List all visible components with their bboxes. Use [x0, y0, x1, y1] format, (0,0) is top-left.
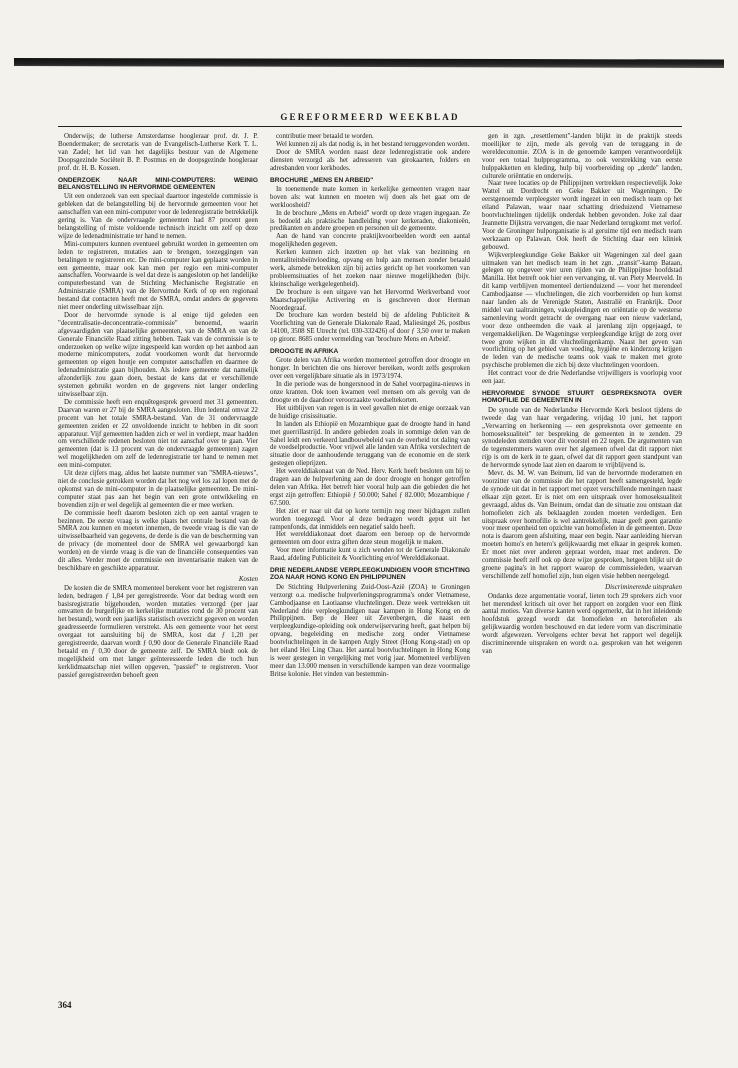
section-heading: DROOGTE IN AFRIKA: [270, 348, 339, 356]
paragraph: Voor meer informatie kunt u zich wenden tot de Generale Diakonale Raad, afdeling Publiciteit & Voorlichting en/of Werelddiakonaat.: [270, 547, 470, 563]
paragraph: De Stichting Hulpverlening Zuid-Oost-Azië (ZOA) te Groningen verzorgt o.a. medische hulpverleningsprogramma's onder Vietnamese, Cambodjaanse en Laotiaanse vluchtelingen. Deze week vertrekken uit Nederland drie verpleegkundigen naar kampen in Hong Kong en de Philippijnen. Bep de Heer uit Zevenbergen, die naast een verpleegkundige-opleiding ook onderwijservaring heeft, gaat helpen bij opvang, begeleiding en medische zorg onder Vietnamese bootvluchtelingen in de kampen Argly Street (Hong Kong-stad) en op het eiland Hei Ling Chau. Het aantal bootvluchtelingen in Hong Kong is weer gestegen in vergelijking met vorig jaar. Momenteel verblijven meer dan 13.000 mensen in verschillende kampen van deze voormalige Britse kolonie. Het vinden van bestemmin-: [270, 583, 470, 678]
paragraph: Kerken kunnen zich inzetten op het vlak van bezinning en mentaliteitsbeïnvloeding, opvang en hulp aan mensen zonder betaald werk, alsmede betrekken zijn bij acties gericht op het voorkomen van probleemsituaties of het zoeken naar nieuwe mogelijkheden (bijv. kleinschalige werkgelegenheid).: [270, 249, 470, 288]
paragraph: Het werelddiakonaat doet daarom een beroep op de hervormde gemeenten om door extra giften deze steun mogelijk te maken.: [270, 531, 470, 547]
paragraph: Wel kunnen zij als dat nodig is, in het bestand teruggevonden worden.: [276, 140, 470, 148]
subheading: Discriminerende uitspraken: [605, 583, 682, 591]
masthead: GEREFORMEERD WEEKBLAD: [280, 112, 460, 122]
paragraph: Door de hervormde synode is al enige tijd geleden een "decentralisatie-deconcentratie-commissie" benoemd, waarin afgevaardigden van plaatselijke gemeenten, van de SMRA en van de Generale Financiële Raad zitting hebben. Taak van de commissie is te onderzoeken op welke wijze ingespeeld kan worden op het aanbod aan moderne minicomputers, zodat voorkomen wordt dat hervormde gemeenten op eigen houtje een computer aanschaffen en daarmee de ledenadministratie gaan bijhouden. Als iedere gemeente dat namelijk afzonderlijk zou gaan doen, bestaat de kans dat er verschillende systemen gebruikt worden en de gegevens niet langer onderling uitwisselbaar zijn.: [58, 311, 258, 398]
page-number: 364: [58, 1000, 72, 1010]
scan-edge-bar: [14, 58, 724, 68]
paragraph: Naar twee locaties op de Philippijnen vertrekken respectievelijk Joke Wattel uit Dordrecht en Geke Bakker uit Wageningen. De eerstgenoemde verpleegster wordt ingezet in een medisch team op het eiland Palawan, waar naar schatting drieduizend Vietnamese bootvluchtelingen tijdelijk onderdak hebben gevonden. Joke zal daar Jeannette Dijkstra vervangen, die naar Nederland terugkomt met verlof. Voor de Groninger hulporganisatie is al geruime tijd een medisch team werkzaam op Palawan. Ook heeft de Stichting daar een kliniek gebouwd.: [482, 180, 682, 251]
paragraph: Door de SMRA worden naast deze ledenregistratie ook andere diensten verzorgd als het adresseren van girokaarten, folders en adresbanden voor kerkbodes.: [270, 148, 470, 172]
paragraph: contributie meer betaald te worden.: [276, 133, 374, 140]
paragraph: In de brochure „Mens en Arbeid" wordt op deze vragen ingegaan. Ze is bedoeld als praktische handleiding voor kerkeraden, diakonieën, predikanten en andere groepen en personen uit de gemeente.: [270, 209, 470, 233]
paragraph: De kosten die de SMRA momenteel berekent voor het registreren van leden, bedragen ƒ 1,84 per geregistreerde. Voor dat bedrag wordt een basisregistratie bijgehouden, worden mutaties verzorgd (per jaar omvatten de burgerlijke en kerkelijke mutaties rond de 30 procent van het bestand), wordt een jaarlijks statistisch overzicht gegeven en worden geadresseerde formulieren verstrekt. Als een gemeente voor het eerst overgaat tot aansluiting bij de SMRA, kost dat ƒ 1,20 per geregistreerde, daarvan wordt ƒ 0,90 door de Generale Financiële Raad betaald en ƒ 0,30 door de gemeente zelf. De SMRA biedt ook de mogelijkheid om met langer geïnteresseerde leden die toch hun kerklidmaatschap niet willen opgeven, "passief" te registreren. Voor passief geregistreerden behoeft geen: [58, 584, 258, 679]
column-2: [270, 133, 470, 1013]
paragraph: De brochure kan worden besteld bij de afdeling Publiciteit & Voorlichting van de Generale Diakonale Raad, Maliesingel 26, postbus 14100, 3508 SE Utrecht (tel. 030-332426) of door ƒ 3,50 over te maken op gironr. 8685 onder vermelding van 'brochure Mens en Arbeid'.: [270, 312, 470, 344]
paragraph: Onderwijs; de lutherse Amsterdamse hoogleraar prof. dr. J. P. Boendermaker; de secretaris van de Evangelisch-Lutherse Kerk T. L. van Zadel; het lid van het dagelijks bestuur van de Algemene Doopsgezinde Sociëteit B. P. Postmus en de doopsgezinde hoogleraar prof. dr. H. B. Kossen.: [58, 133, 258, 172]
paragraph: Uit een onderzoek van een speciaal daartoor ingestelde commissie is gebleken dat de belangstelling bij de hervormde gemeenten voor het aanschaffen van een mini-computer voor de ledenregistratie betrekkelijk gering is. Van de ondervraagde gemeenten had 87 procent geen belangstelling of miste voldoende technisch inzicht om zelf op deze wijze de ledenadministratie ter hand te nemen.: [58, 193, 258, 240]
paragraph: In toenemende mate komen in kerkelijke gemeenten vragen naar boven als: wat kunnen en moeten wij doen als het gaat om de werkloosheid?: [270, 185, 470, 209]
paragraph: De commissie heeft een enquêtegesprek gevoerd met 31 gemeenten. Daarvan waren er 27 bij de SMRA aangesloten. Hun ledental omvat 22 procent van het totale SMRA-bestand. Van de 31 ondervraagde gemeenten zeiden er 22 onvoldoende inzicht te hebben in dit soort apparatuur. Vijf gemeenten hadden zich er wel in verdiept, maar hadden om verschillende redenen besloten niet tot aanschaf over te gaan. Vier gemeenten (dat is 13 procent van de ondervraagde gemeenten) zagen wel mogelijkheden om zelf de ledenregistratie ter hand te nemen met een mini-computer.: [58, 398, 258, 470]
column-1: [58, 133, 258, 1013]
paragraph: De commissie heeft daarom besloten zich op een aantal vragen te bezinnen. De eerste vraag is welke plaats het centrale bestand van de SMRA zou kunnen en moeten innemen, de tweede vraag is die van de uitwisselbaarheid van gegevens, de derde is die van de bescherming van de privacy (de momenteel door de SMRA wel gewaarborgd kan worden) en de vierde vraag is die van de financiële consequenties van dit alles. Verder moet de commissie een inventarisatie maken van de beschikbare en geschikte apparatuur.: [58, 509, 258, 572]
paragraph: Wijkverpleegkundige Geke Bakker uit Wageningen zal deel gaan uitmaken van het medisch team in het zgn. „transit"-kamp Bataan, gelegen op ongeveer vier uren rijden van de Philippijnse hoofdstad Manilla. Het betreft ook hier een vervanging, nl. van Piety Meerveld. In dit kamp verblijven momenteel dertienduizend — voor het merendeel Cambodjaanse — vluchtelingen, die zich voorbereiden op hun komst naar landen als de Verenigde Staten, Australië en Frankrijk. Door middel van taaltrainingen, vakopleidingen en oriëntatie op de westerse samenleving wordt getracht de overgang naar een nieuw vaderland, voor deze ontheemden die vaak al jarenlang zijn opgejaagd, te vergemakkelijken. De Wageningse verpleegkundige krijgt de zorg over twee grote wijken in dit vluchtelingenkamp. Naast het geven van voorlichting op het gebied van voeding, hygiëne en kinderzorg krijgen de leden van de medische teams ook vaak te maken met grote psychische problemen die zich bij deze vluchtelingen voordoen.: [482, 251, 682, 370]
paragraph: Het ziet er naar uit dat op korte termijn nog meer bijdragen zullen worden toegezegd. Voor al deze bedragen wordt geput uit het rampenfonds, dat inmiddels een negatief saldo heeft.: [270, 507, 470, 531]
paragraph: In die periode was de hongersnood in de Sahel voorpagina-nieuws in onze kranten. Ook toen kwamen veel mensen om als gevolg van de droogte en de daardoor veroorzaakte voedseltekorten.: [270, 381, 470, 404]
paragraph: Het contract voor de drie Nederlandse vrijwilligers is voorlopig voor een jaar.: [482, 370, 682, 386]
paragraph: Ondanks deze argumentatie vooraf, lieten toch 29 sprekers zich voor het merendeel kritisch uit over het rapport en zorgden voor een flink aantal moties. Van diverse kanten werd opgemerkt, dat in het inleidende hoofdstuk gezegd wordt dat homofielen en heterofielen als gelijkwaardig worden beschouwd en dat iedere vorm van discriminatie wordt afgewezen. Vervolgens echter bevat het rapport wel degelijk discriminerende uitspraken en wordt o.a. gesproken van het weigeren van: [482, 592, 682, 655]
paragraph: gen in zgn. „resettlement"-landen blijkt in de praktijk steeds moeilijker te zijn, mede als gevolg van de teruggang in de wereldeconomie. ZOA is in de genoemde kampen verantwoordelijk voor een totaal hulpprogramma, zo ook verstrekking van eerste hulppakketten en kleding, hulp bij voorbereiding op „derde" landen, culturele oriëntatie en onderwijs.: [482, 133, 682, 180]
paragraph: Mini-computers kunnen eventueel gebruikt worden in gemeenten om leden te registreren, mutaties aan te brengen, toezeggingen van betalingen te registreren etc. De mini-computer kan geplaatst worden in een gemeente, maar ook kan men per regio een mini-computer aanschaffen. Voorwaarde is wel dat deze is aangesloten op het landelijke computerbestand van de Stichting Mechanische Registratie en Administratie (SMRA) van de Hervormde Kerk of op een regionaal bestand dat contacten heeft met de SMRA, omdat anders de gegevens niet meer onderling uitwisselbaar zijn.: [58, 240, 258, 312]
subheading: Kosten: [238, 575, 258, 583]
paragraph: Het uitblijven van regen is in veel gevallen niet de enige oorzaak van de huidige crisissituatie.: [270, 404, 470, 420]
paragraph: Aan de hand van concrete praktijkvoorbeelden wordt een aantal mogelijkheden gegeven.: [270, 233, 470, 249]
columns: [58, 133, 682, 1013]
paragraph: Het werelddiakonaat van de Ned. Herv. Kerk heeft besloten om bij te dragen aan de hulpverlening aan de door droogte en honger getroffen delen van Afrika. Het betreft hier vooral hulp aan die gebieden die het ergst zijn getroffen: Ethiopië ƒ 50.000; Sahel ƒ 82.000; Mozambique ƒ 67.500.: [270, 468, 470, 507]
paragraph: Grote delen van Afrika worden momenteel getroffen door droogte en honger. In berichten die ons hierover bereiken, wordt zelfs gesproken over een vergelijkbare situatie als in 1973/1974.: [270, 357, 470, 381]
section-heading: DRIE NEDERLANDSE VERPLEEGKUNDIGEN VOOR STICHTING ZOA NAAR HONG KONG EN PHILIPPIJNEN: [270, 567, 470, 582]
masthead-rule: [58, 126, 682, 127]
newspaper-page: [58, 112, 682, 1032]
section-heading: ONDERZOEK NAAR MINI-COMPUTERS: WEINIG BELANGSTELLING IN HERVORMDE GEMEENTEN: [58, 176, 258, 191]
column-3: [482, 133, 682, 1013]
section-heading: BROCHURE „MENS EN ARBEID": [270, 176, 374, 184]
paragraph: Uit deze cijfers mag, aldus het laatste nummer van "SMRA-nieuws", niet de conclusie getrokken worden dat het nog wel los zal lopen met de opkomst van de mini-computer in de plaatselijke gemeenten. De mini-computer staat pas aan het begin van een grote ontwikkeling en bovendien zijn er wel degelijk al gemeenten die er mee werken.: [58, 470, 258, 509]
section-heading: HERVORMDE SYNODE STUURT GESPREKSNOTA OVER HOMOFILIE DE GEMEENTEN IN: [482, 390, 682, 405]
paragraph: De brochure is een uitgave van het Hervormd Werkverband voor Maatschappelijke Activering en is geschreven door Herman Noordegraaf.: [270, 288, 470, 312]
paragraph: Mevr. ds. M. W. van Beinum, lid van de hervormde moderamen en voorzitter van de commissie die het rapport heeft samengesteld, legde de synode uit dat in het rapport met opzet verschillende meningen naast elkaar zijn gezet. Er is niet om een uitspraak over homoseksualiteit gevraagd, aldus ds. Van Beinum, omdat dan de situatie zou ontstaan dat homofielen zich als beklaagden zouden moeten verdedigen. Een uitspraak over homofilie is wel aantrekkelijk, maar geeft geen garantie voor meer openheid ten opzichte van homofielen in de gemeenten. Deze nota is daarom geen afsluiting, maar een begin. Naar aanleiding hiervan moeten homo's en hetero's gelijkwaardig met elkaar in gesprek komen. Er moet niet over anderen gepraat worden, maar met anderen. De commissie heeft zelf ook op deze wijze gesproken, hetgeen blijkt uit de groene pagina's in het rapport waarop de commissieleden, waarvan verschillende zelf homofiel zijn, hun eigen visie hebben neergelegd.: [482, 470, 682, 580]
paragraph: De synode van de Nederlandse Hervormde Kerk besloot tijdens de tweede dag van haar vergadering, vrijdag 10 juni, het rapport „Verwarring en herkenning — een gespreksnota over gemeente en homoseksualiteit" ter bespreking de gemeenten in te zenden. 29 synodeleden stemden voor dit voorstel en 22 tegen. De argumenten van de tegenstemmers waren over het algemeen ofwel dat dit rapport niet rijp is om de kerk in te gaan, ofwel dat dit rapport geen standpunt van de hervormde synode laat zien en daarom te vrijblijvend is.: [482, 406, 682, 470]
paragraph: In landen als Ethiopië en Mozambique gaat de droogte hand in hand met guerrillastrijd. In andere gebieden zoals in sommige delen van de Sahel leidt een verkeerd landbouwbeleid van de overheid tot daling van de voedselproductie. Voor vrijwel alle landen van Afrika verslechtert de situatie door de aanhoudende teruggang van de economie en de sterk gestegen olieprijzen.: [270, 420, 470, 468]
